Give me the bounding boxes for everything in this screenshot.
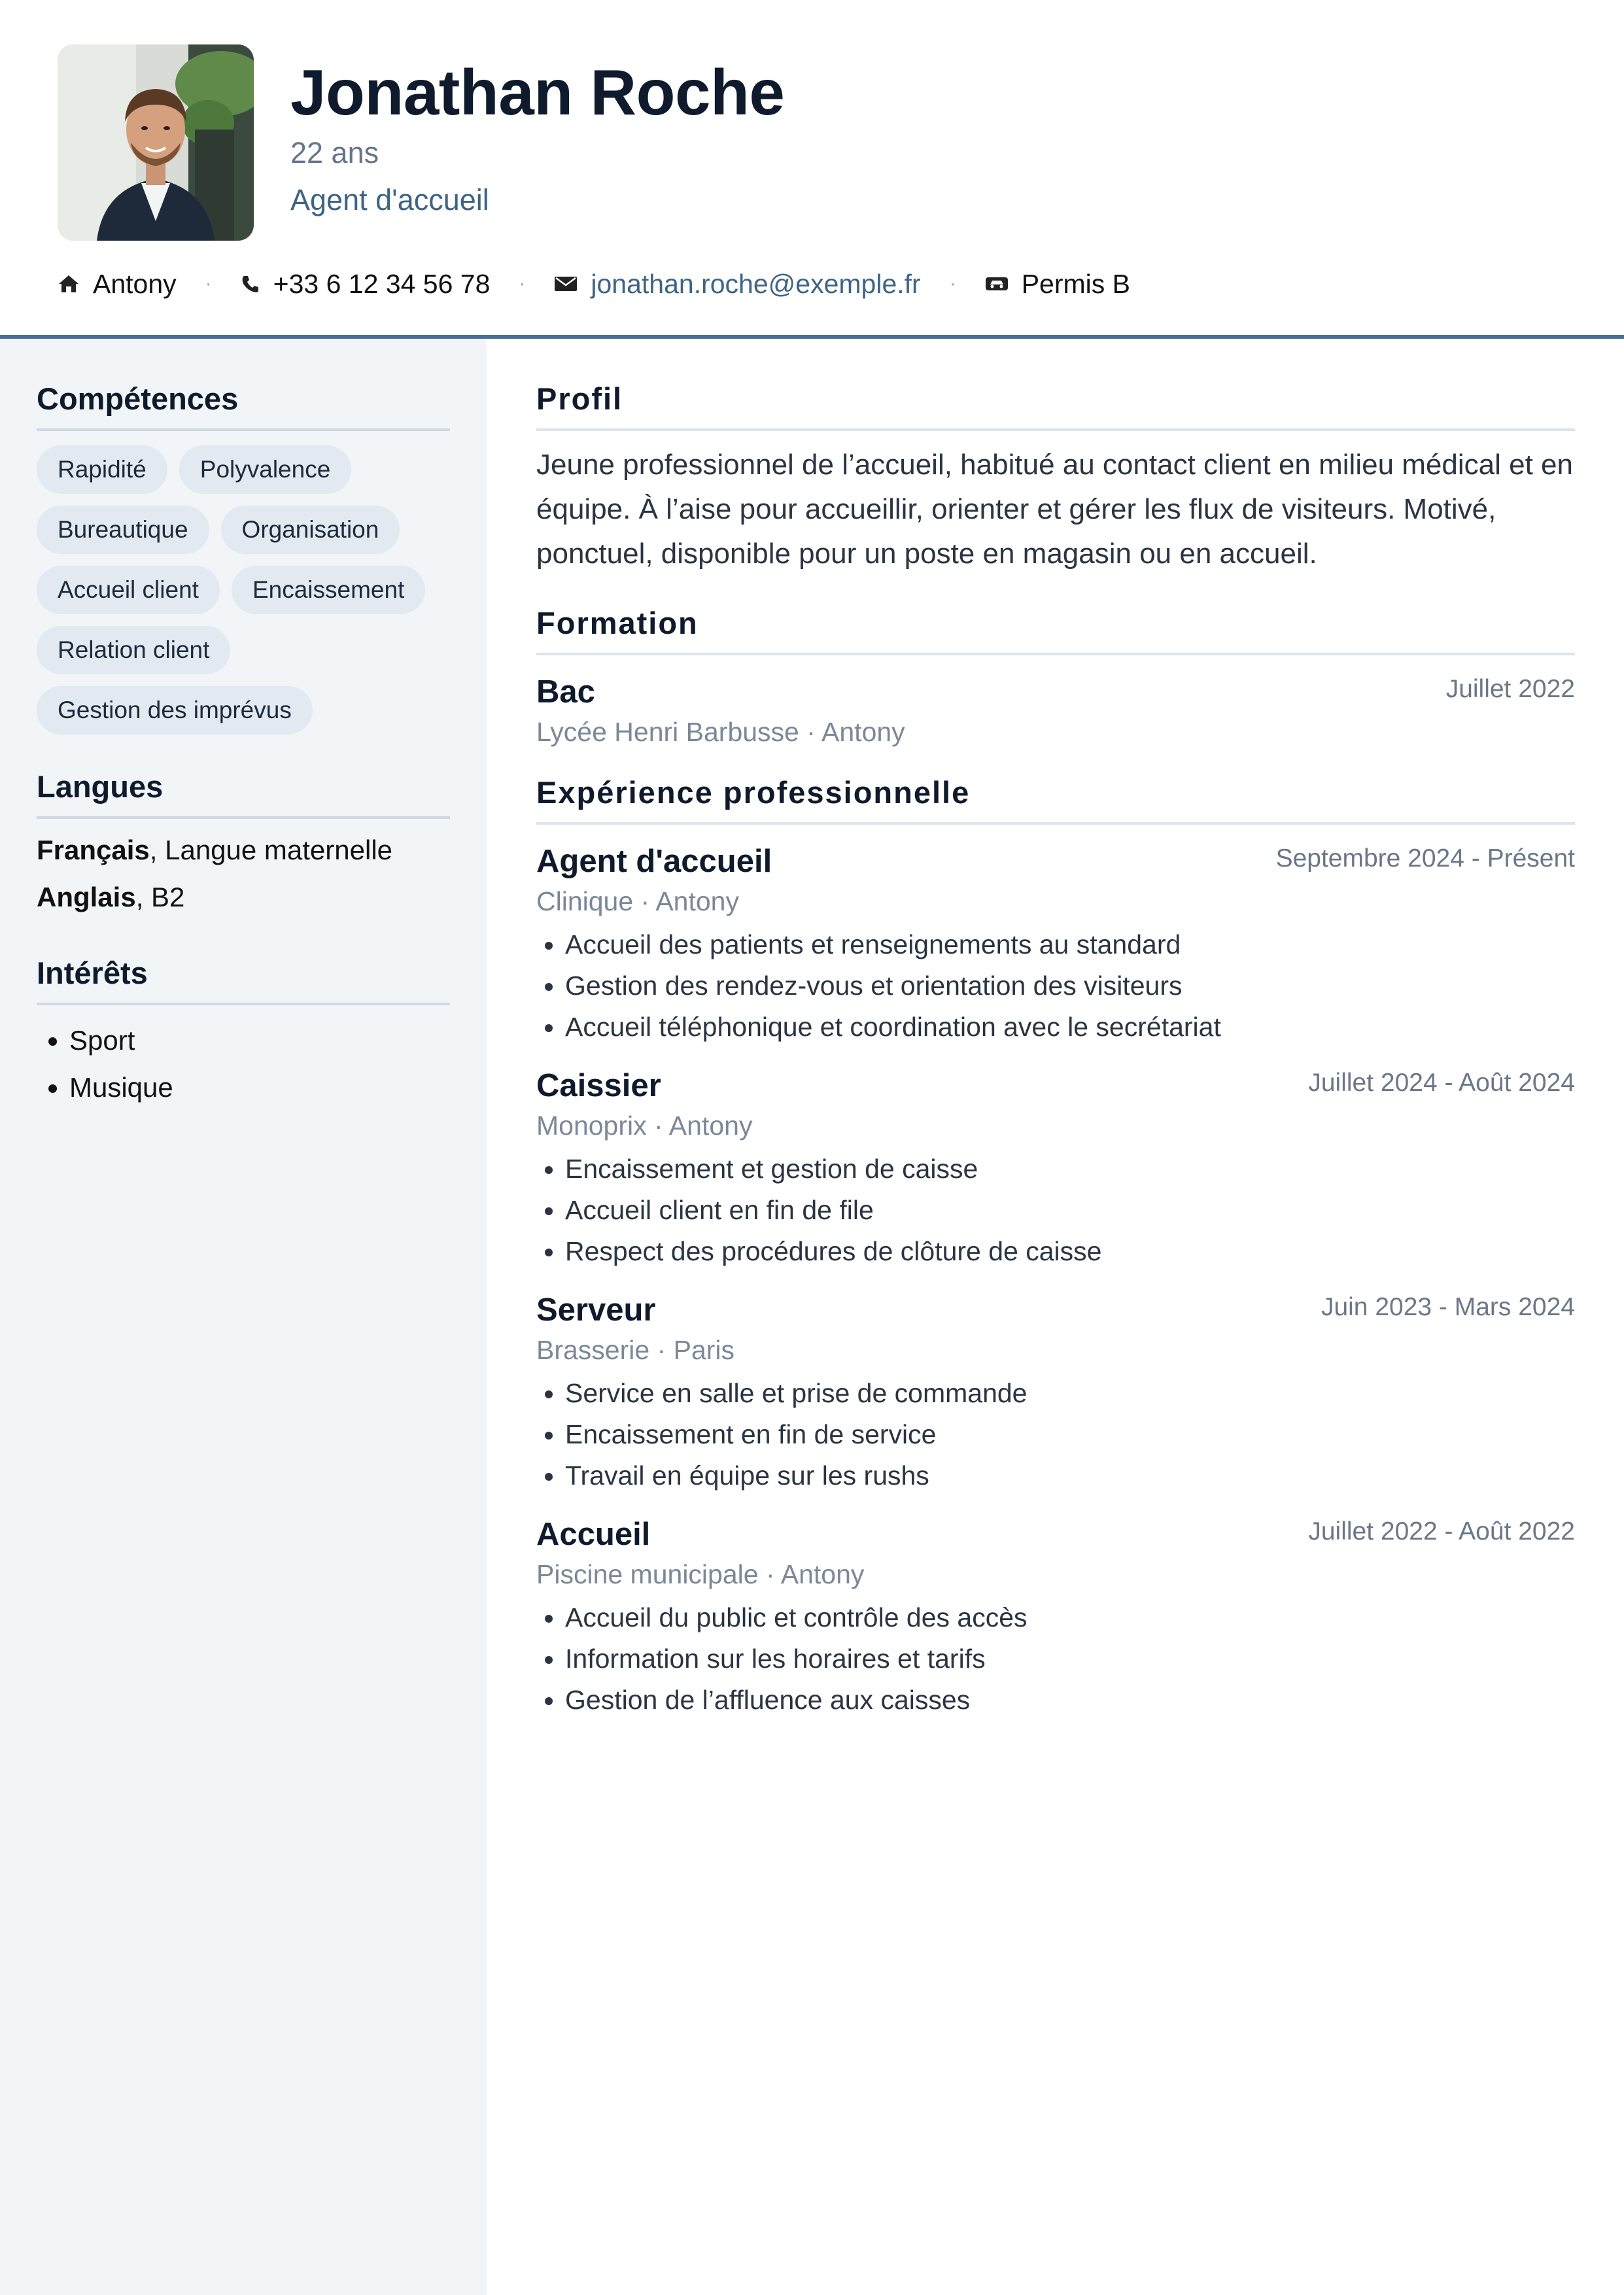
profile-photo — [58, 44, 254, 241]
interest-item: • Sport — [69, 1017, 450, 1064]
skill-chip: Gestion des imprévus — [37, 686, 313, 734]
education-section — [536, 605, 1575, 752]
interests-section — [37, 955, 450, 1111]
contact-phone — [241, 269, 491, 300]
main-content — [536, 339, 1575, 1721]
skills-section — [37, 381, 450, 746]
skill-chip: Encaissement — [232, 566, 425, 614]
contact-separator: · — [949, 273, 956, 294]
interests-heading: Intérêts — [37, 955, 450, 1005]
contact-email[interactable] — [554, 269, 920, 300]
skill-chip: Accueil client — [37, 566, 220, 614]
contact-license-text: Permis B — [1021, 268, 1130, 299]
languages-heading: Langues — [37, 768, 450, 819]
job-title: Serveur — [536, 1292, 656, 1328]
language-name: Anglais — [37, 882, 136, 912]
profile-heading: Profil — [536, 381, 1575, 431]
experience-entry — [536, 1290, 1575, 1496]
contact-city-text: Antony — [93, 268, 177, 299]
experience-entry — [536, 1515, 1575, 1721]
interest-item: • Musique — [69, 1064, 450, 1111]
job-task: • Encaissement et gestion de caisse — [565, 1148, 1575, 1190]
job-task: • Gestion de l’affluence aux caisses — [565, 1680, 1575, 1721]
experience-section — [536, 774, 1575, 1721]
education-heading: Formation — [536, 605, 1575, 655]
sidebar-content — [37, 339, 450, 1111]
skill-chip: Rapidité — [37, 445, 167, 494]
experience-entry — [536, 842, 1575, 1048]
job-title: Agent d'accueil — [536, 844, 772, 879]
job-task: • Service en salle et prise de commande — [565, 1373, 1575, 1414]
language-level: , Langue maternelle — [149, 835, 393, 865]
home-icon — [58, 274, 80, 294]
job-tasks — [536, 1148, 1575, 1272]
job-employer: Brasserie · Paris — [536, 1335, 735, 1365]
language-name: Français — [37, 835, 150, 865]
education-title: Bac — [536, 674, 595, 710]
language-item — [37, 874, 450, 921]
mail-icon — [554, 275, 578, 292]
job-title: Caissier — [536, 1068, 661, 1103]
skill-chip: Organisation — [221, 506, 400, 554]
contact-separator: · — [205, 273, 212, 294]
job-date: Juillet 2022 - Août 2022 — [1308, 1517, 1575, 1545]
skill-chip: Bureautique — [37, 506, 209, 554]
skill-chip: Polyvalence — [179, 445, 352, 494]
job-employer: Piscine municipale · Antony — [536, 1559, 865, 1589]
interests-list — [37, 1017, 450, 1111]
job-tasks — [536, 924, 1575, 1048]
job-employer: Monoprix · Antony — [536, 1111, 753, 1141]
skill-chip: Relation client — [37, 626, 230, 674]
language-level: , B2 — [135, 882, 185, 912]
job-task: • Accueil téléphonique et coordination avec le secrétariat — [565, 1007, 1575, 1048]
contact-license — [985, 269, 1130, 300]
job-task: • Accueil des patients et renseignements au standard — [565, 924, 1575, 965]
job-title: Accueil — [536, 1517, 651, 1552]
cv-header — [0, 0, 1624, 335]
job-date: Juillet 2024 - Août 2024 — [1308, 1069, 1575, 1097]
sidebar — [0, 339, 487, 2295]
job-task: • Accueil client en fin de file — [565, 1190, 1575, 1231]
job-task: • Encaissement en fin de service — [565, 1414, 1575, 1455]
candidate-name: Jonathan Roche — [290, 56, 785, 128]
language-item — [37, 827, 450, 874]
job-task: • Travail en équipe sur les rushs — [565, 1455, 1575, 1496]
experience-heading: Expérience professionnelle — [536, 774, 1575, 825]
car-icon — [985, 275, 1009, 293]
candidate-job-title: Agent d'accueil — [290, 183, 489, 216]
job-employer: Clinique · Antony — [536, 886, 739, 916]
profile-section — [536, 381, 1575, 576]
job-task: • Information sur les horaires et tarifs — [565, 1638, 1575, 1680]
job-date: Juin 2023 - Mars 2024 — [1321, 1293, 1575, 1321]
skills-list — [37, 445, 455, 746]
phone-icon — [241, 274, 260, 294]
job-task: • Respect des procédures de clôture de caisse — [565, 1231, 1575, 1272]
languages-list — [37, 827, 450, 921]
languages-section — [37, 768, 450, 921]
job-task: • Gestion des rendez-vous et orientation des visiteurs — [565, 965, 1575, 1007]
contact-separator: · — [519, 273, 526, 294]
education-school: Lycée Henri Barbusse · Antony — [536, 717, 905, 747]
job-tasks — [536, 1373, 1575, 1496]
contact-city — [58, 269, 177, 300]
education-date: Juillet 2022 — [1445, 675, 1575, 703]
job-date: Septembre 2024 - Présent — [1275, 844, 1575, 872]
profile-text: Jeune professionnel de l’accueil, habitué au contact client en milieu médical et en équipe. À l’aise pour accueillir, orienter et gérer les flux de visiteurs. Motivé, ponctuel, disponible pour un poste en magasin ou en accueil. — [536, 449, 1573, 570]
job-task: • Accueil du public et contrôle des accès — [565, 1597, 1575, 1638]
candidate-age: 22 ans — [290, 136, 379, 169]
experience-entry — [536, 1066, 1575, 1272]
skills-heading: Compétences — [37, 381, 450, 431]
contact-phone-text: +33 6 12 34 56 78 — [273, 268, 491, 299]
education-entry — [536, 672, 1575, 752]
contact-bar — [58, 264, 1130, 303]
job-tasks — [536, 1597, 1575, 1721]
email-link[interactable]: jonathan.roche@exemple.fr — [591, 268, 921, 299]
